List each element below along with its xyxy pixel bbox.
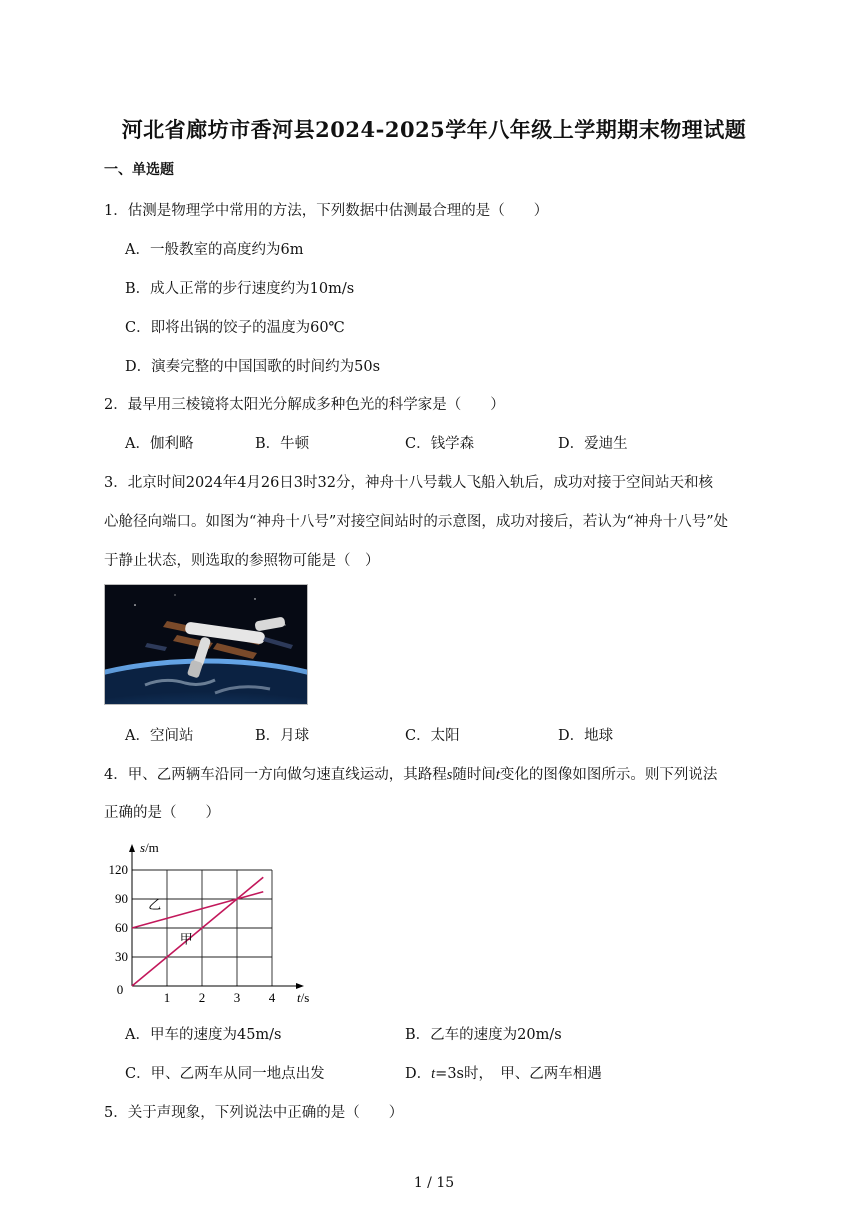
s-t-graph — [100, 838, 320, 1004]
q2-option-d: D．爱迪生 — [558, 436, 628, 452]
q1-option-d: D．演奏完整的中国国歌的时间约为50s — [125, 359, 381, 375]
q4-option-a: A．甲车的速度为45m/s — [125, 1027, 282, 1043]
q2-option-a: A．伽利略 — [125, 436, 194, 452]
q3-option-d: D．地球 — [558, 728, 614, 744]
y-axis-label: s/m — [140, 840, 159, 855]
series-line-jia — [132, 877, 263, 986]
question-5-stem: 5．关于声现象，下列说法中正确的是（ ） — [104, 1105, 404, 1121]
question-3-stem-line-3: 于静止状态，则选取的参照物可能是（ ） — [104, 553, 380, 569]
q4-option-d-var-t: t — [431, 1066, 436, 1082]
q4-var-s: s — [446, 767, 453, 783]
question-3-stem-line-2: 心舱径向端口。如图为“神舟十八号”对接空间站时的示意图，成功对接后，若认为“神舟十八号”处 — [104, 514, 729, 530]
x-tick-label: 4 — [268, 990, 276, 1004]
y-tick-label: 30 — [115, 949, 128, 964]
q4-stem-text-2: 随时间 — [452, 767, 496, 783]
q1-option-c: C．即将出锅的饺子的温度为60℃ — [125, 320, 345, 336]
q1-option-a: A．一般教室的高度约为6m — [125, 242, 304, 258]
page-number: 1 / 15 — [413, 1175, 455, 1191]
x-tick-label: 3 — [233, 990, 241, 1004]
question-1-stem: 1．估测是物理学中常用的方法，下列数据中估测最合理的是（ ） — [104, 203, 549, 219]
q3-option-b: B．月球 — [255, 728, 310, 744]
x-axis-arrow — [296, 983, 304, 989]
s-t-graph-svg — [100, 838, 320, 1004]
x-tick-label: 2 — [198, 990, 206, 1004]
y-tick-label: 120 — [108, 862, 128, 877]
q2-option-c: C．钱学森 — [405, 436, 475, 452]
q4-stem-text-1: 4．甲、乙两辆车沿同一方向做匀速直线运动，其路程 — [104, 767, 447, 783]
q4-var-t: t — [495, 767, 500, 783]
page-title: 河北省廊坊市香河县2024-2025学年八年级上学期期末物理试题 — [121, 117, 747, 142]
y-tick-label: 90 — [115, 891, 128, 906]
question-2-stem: 2．最早用三棱镜将太阳光分解成多种色光的科学家是（ ） — [104, 397, 505, 413]
series-label-jia: 甲 — [179, 932, 193, 948]
y-tick-label: 60 — [115, 920, 128, 935]
origin-label: 0 — [116, 982, 124, 997]
q4-stem-text-3: 变化的图像如图所示。则下列说法 — [499, 767, 718, 783]
q4-option-d — [405, 1062, 602, 1083]
q4-option-d-prefix: D． — [405, 1066, 432, 1082]
q3-option-a: A．空间站 — [125, 728, 194, 744]
x-axis-label: t/s — [297, 990, 310, 1004]
q4-option-b: B．乙车的速度为20m/s — [405, 1027, 562, 1043]
space-station-photo — [104, 584, 308, 705]
y-axis-arrow — [129, 844, 135, 852]
series-label-yi: 乙 — [148, 897, 162, 913]
q4-option-c: C．甲、乙两车从同一地点出发 — [125, 1066, 325, 1082]
section-heading: 一、单选题 — [104, 162, 174, 178]
q4-option-d-text: =3s时， 甲、乙两车相遇 — [435, 1066, 602, 1082]
question-4-stem-line-1 — [104, 763, 717, 784]
space-station-illustration — [105, 585, 307, 704]
question-3-stem-line-1: 3．北京时间2024年4月26日3时32分，神舟十八号载人飞船入轨后，成功对接于空间站天和核 — [104, 475, 713, 491]
question-4-stem-line-2: 正确的是（ ） — [104, 805, 220, 821]
q1-option-b: B．成人正常的步行速度约为10m/s — [125, 281, 355, 297]
q3-option-c: C．太阳 — [405, 728, 460, 744]
q2-option-b: B．牛顿 — [255, 436, 310, 452]
x-tick-label: 1 — [163, 990, 171, 1004]
